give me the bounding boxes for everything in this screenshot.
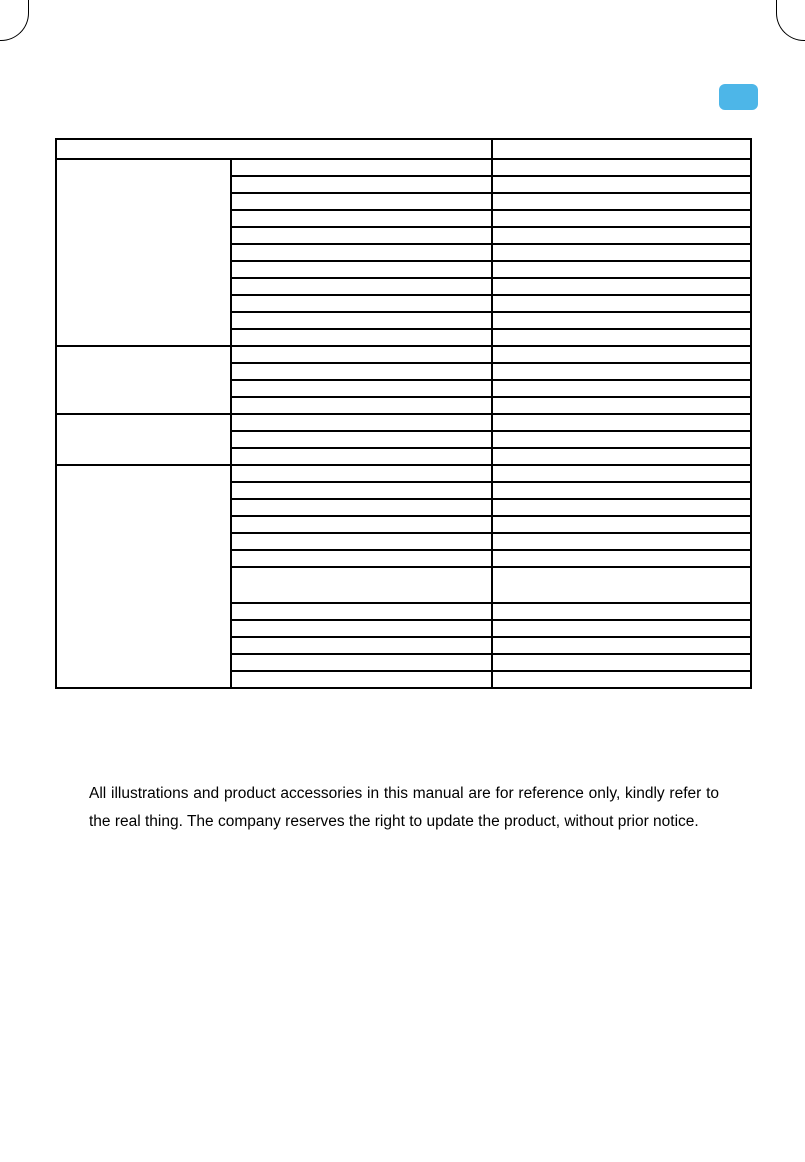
row-value-cell <box>492 261 751 278</box>
row-value-cell <box>492 465 751 482</box>
row-label-cell <box>231 516 492 533</box>
row-value-cell <box>492 210 751 227</box>
row-value-cell <box>492 295 751 312</box>
row-label-cell <box>231 499 492 516</box>
row-value-cell <box>492 227 751 244</box>
row-value-cell <box>492 244 751 261</box>
header-cell-value <box>492 139 751 159</box>
row-label-cell <box>231 329 492 346</box>
group-cell <box>56 414 231 465</box>
row-value-cell <box>492 620 751 637</box>
table-row <box>56 346 751 363</box>
table-row <box>56 414 751 431</box>
row-label-cell <box>231 261 492 278</box>
row-label-cell <box>231 671 492 688</box>
group-cell <box>56 159 231 346</box>
row-label-cell <box>231 603 492 620</box>
row-label-cell <box>231 176 492 193</box>
row-label-cell <box>231 278 492 295</box>
row-label-cell <box>231 397 492 414</box>
group-cell <box>56 465 231 688</box>
row-value-cell <box>492 448 751 465</box>
row-value-cell <box>492 193 751 210</box>
row-value-cell <box>492 397 751 414</box>
row-label-cell <box>231 346 492 363</box>
row-value-cell <box>492 637 751 654</box>
row-label-cell <box>231 533 492 550</box>
row-value-cell <box>492 671 751 688</box>
row-value-cell <box>492 603 751 620</box>
row-label-cell <box>231 654 492 671</box>
table-row <box>56 465 751 482</box>
row-value-cell <box>492 550 751 567</box>
row-value-cell <box>492 414 751 431</box>
row-label-cell <box>231 193 492 210</box>
row-value-cell <box>492 312 751 329</box>
row-value-cell <box>492 159 751 176</box>
row-label-cell <box>231 312 492 329</box>
crop-mark-left <box>0 0 29 41</box>
page-tab-marker <box>719 84 758 110</box>
row-value-cell <box>492 380 751 397</box>
row-value-cell <box>492 176 751 193</box>
row-value-cell <box>492 346 751 363</box>
row-label-cell <box>231 620 492 637</box>
spec-table <box>55 138 752 689</box>
row-value-cell <box>492 499 751 516</box>
row-label-cell <box>231 227 492 244</box>
row-label-cell <box>231 431 492 448</box>
header-cell-parameter <box>56 139 492 159</box>
row-label-cell <box>231 567 492 603</box>
row-label-cell <box>231 550 492 567</box>
row-value-cell <box>492 567 751 603</box>
crop-mark-right <box>776 0 805 41</box>
disclaimer-note: All illustrations and product accessories in this manual are for reference only, kindly refer to the real thing. The company reserves the right to update the product, without prior notice. <box>89 785 719 830</box>
row-label-cell <box>231 637 492 654</box>
row-label-cell <box>231 380 492 397</box>
row-label-cell <box>231 482 492 499</box>
row-value-cell <box>492 363 751 380</box>
row-label-cell <box>231 414 492 431</box>
group-cell <box>56 346 231 414</box>
row-label-cell <box>231 448 492 465</box>
table-row <box>56 159 751 176</box>
row-value-cell <box>492 431 751 448</box>
row-value-cell <box>492 278 751 295</box>
row-label-cell <box>231 363 492 380</box>
row-value-cell <box>492 329 751 346</box>
row-value-cell <box>492 482 751 499</box>
row-value-cell <box>492 654 751 671</box>
table-header-row <box>56 139 751 159</box>
row-value-cell <box>492 533 751 550</box>
row-label-cell <box>231 244 492 261</box>
row-label-cell <box>231 295 492 312</box>
row-label-cell <box>231 210 492 227</box>
row-label-cell <box>231 465 492 482</box>
row-label-cell <box>231 159 492 176</box>
row-value-cell <box>492 516 751 533</box>
